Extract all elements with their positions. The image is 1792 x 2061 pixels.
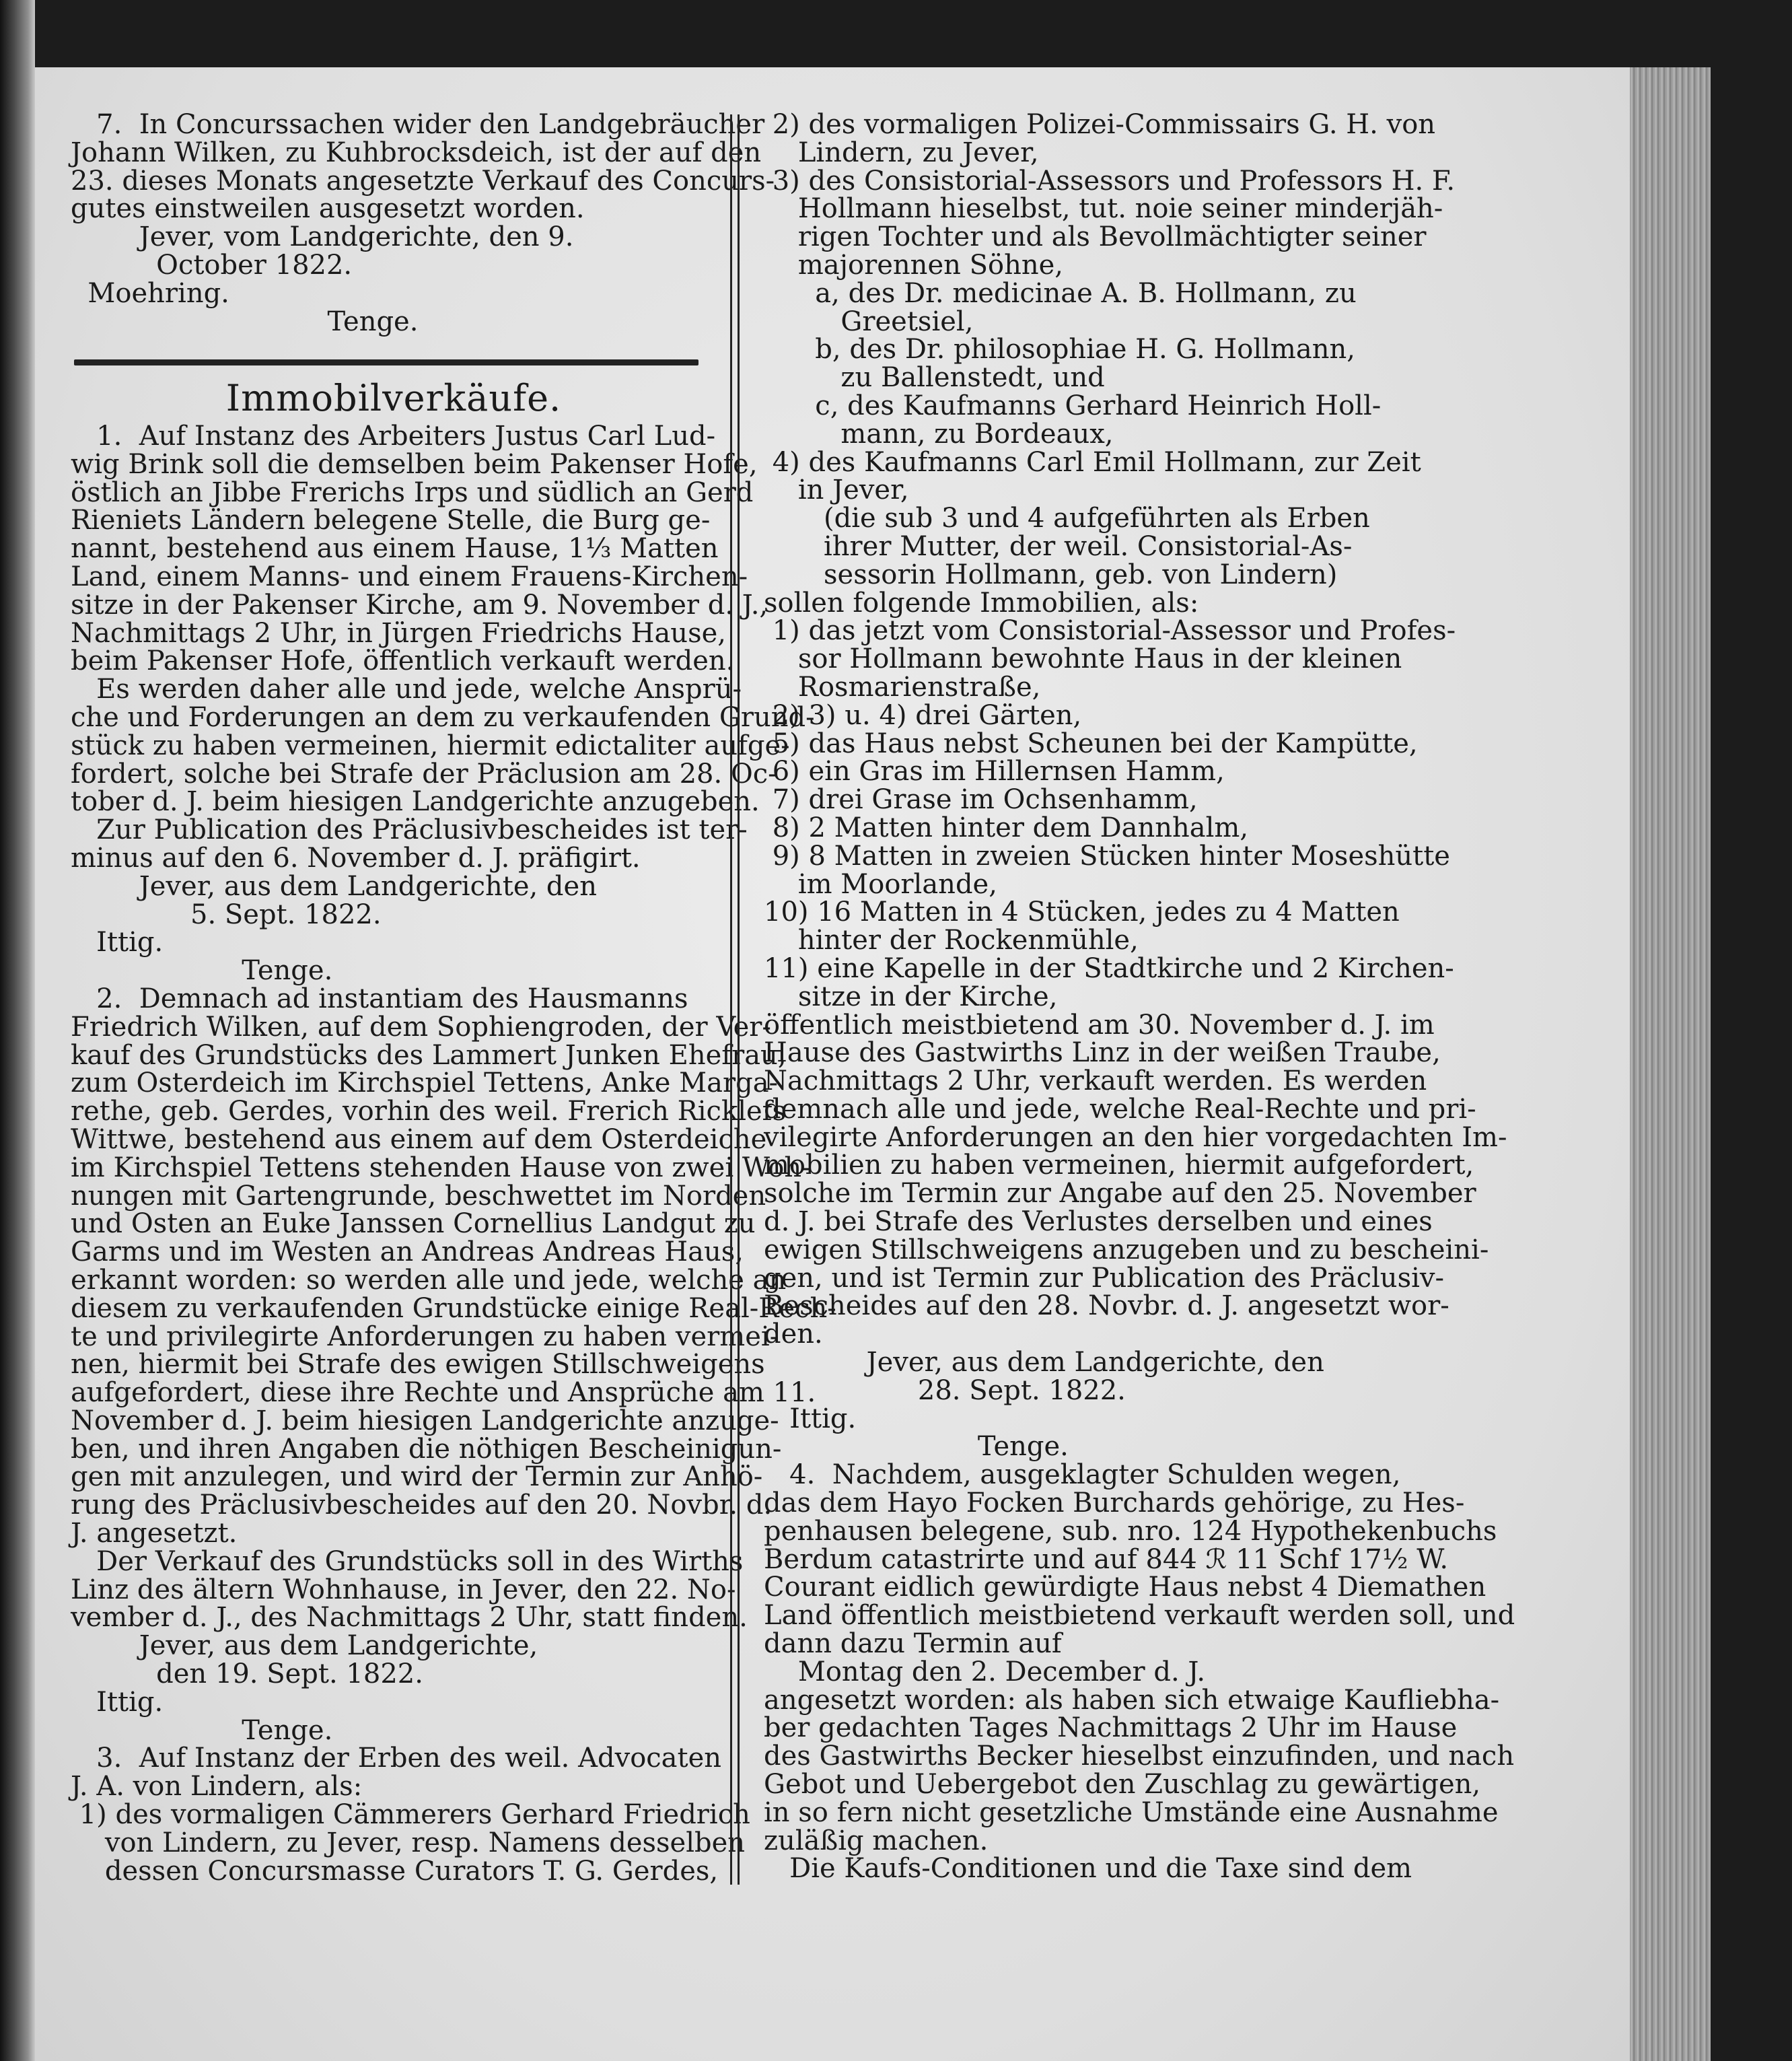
section-heading: Immobilverkäufe. (225, 377, 562, 419)
text-line: 3) des Consistorial-Assessors und Professors H. F. (764, 165, 1456, 197)
text-line: te und privilegirte Anforderungen zu haben vermei- (71, 1321, 779, 1352)
text-line: Courant eidlich gewürdigte Haus nebst 4 Diemathen (764, 1572, 1486, 1603)
text-line: gutes einstweilen ausgesetzt worden. (71, 193, 585, 225)
text-line: Johann Wilken, zu Kuhbrocksdeich, ist der auf den (71, 137, 762, 168)
text-line: sitze in der Pakenser Kirche, am 9. November d. J., (71, 589, 768, 621)
text-line: östlich an Jibbe Frerichs Irps und südlich an Gerd (71, 477, 754, 508)
text-line: Berdum catastrirte und auf 844 ℛ 11 Schf 17½ W. (764, 1543, 1449, 1575)
text-line: 4. Nachdem, ausgeklagter Schulden wegen, (764, 1459, 1401, 1491)
text-line: penhausen belegene, sub. nro. 124 Hypothekenbuchs (764, 1515, 1497, 1547)
text-line: in Jever, (764, 475, 909, 506)
text-line: Bescheides auf den 28. Novbr. d. J. angesetzt wor- (764, 1290, 1449, 1322)
text-line: Die Kaufs-Conditionen und die Taxe sind dem (764, 1853, 1412, 1885)
text-line: Montag den 2. December d. J. (764, 1656, 1206, 1687)
text-line: 2) 3) u. 4) drei Gärten, (764, 699, 1082, 731)
text-line: 28. Sept. 1822. (764, 1374, 1126, 1406)
text-line: zu Ballenstedt, und (764, 362, 1105, 394)
text-line: Ittig. (71, 927, 164, 958)
text-line: sessorin Hollmann, geb. von Lindern) (764, 559, 1338, 590)
text-line: Tenge. (71, 306, 419, 337)
text-line: vilegirte Anforderungen an den hier vorgedachten Im- (764, 1121, 1507, 1153)
text-line: Linz des ältern Wohnhause, in Jever, den 22. No- (71, 1574, 736, 1605)
text-line: 4) des Kaufmanns Carl Emil Hollmann, zur Zeit (764, 446, 1421, 478)
text-line: mann, zu Bordeaux, (764, 418, 1114, 450)
text-line: Gebot und Uebergebot den Zuschlag zu gewärtigen, (764, 1769, 1481, 1801)
left-column-bottom (71, 421, 836, 1887)
column-divider (730, 114, 740, 1885)
page-stack-edge (1630, 67, 1711, 2061)
text-line: zum Osterdeich im Kirchspiel Tettens, Anke Marga- (71, 1068, 779, 1099)
text-line: ihrer Mutter, der weil. Consistorial-As- (764, 530, 1353, 562)
text-line: 8) 2 Matten hinter dem Dannhalm, (764, 812, 1249, 843)
text-line: Jever, aus dem Landgerichte, (71, 1630, 538, 1662)
text-line: Es werden daher alle und jede, welche Ansprü- (71, 674, 742, 705)
text-line: den. (764, 1319, 823, 1350)
text-line: 23. dieses Monats angesetzte Verkauf des Concurs- (71, 165, 775, 197)
text-line: Hollmann hieselbst, tut. noie seiner minderjäh- (764, 193, 1443, 225)
text-line: Zur Publication des Präclusivbescheides ist ter- (71, 814, 748, 846)
text-line: rethe, geb. Gerdes, vorhin des weil. Frerich Ricklefs (71, 1096, 786, 1127)
text-line: dann dazu Termin auf (764, 1628, 1062, 1660)
text-line: 5. Sept. 1822. (71, 899, 382, 930)
text-line: a, des Dr. medicinae A. B. Hollmann, zu (764, 277, 1357, 309)
text-line: gen, und ist Termin zur Publication des Präclusiv- (764, 1262, 1444, 1294)
text-line: dessen Concursmasse Curators T. G. Gerdes, (71, 1855, 719, 1887)
text-line: im Moorlande, (764, 868, 997, 900)
text-line: Wittwe, bestehend aus einem auf dem Osterdeiche (71, 1123, 767, 1155)
section-rule (74, 359, 698, 365)
text-line: 1. Auf Instanz des Arbeiters Justus Carl Lud- (71, 421, 716, 452)
text-line: angesetzt worden: als haben sich etwaige Kaufliebha- (764, 1684, 1500, 1716)
text-line: (die sub 3 und 4 aufgeführten als Erben (764, 503, 1370, 534)
text-line: Friedrich Wilken, auf dem Sophiengroden, der Ver- (71, 1011, 771, 1043)
text-line: fordert, solche bei Strafe der Präclusion am 28. Oc- (71, 758, 777, 790)
text-line: das dem Hayo Focken Burchards gehörige, zu Hes- (764, 1488, 1465, 1519)
text-line: und Osten an Euke Janssen Cornellius Landgut zu (71, 1208, 756, 1240)
text-line: d. J. bei Strafe des Verlustes derselben und eines (764, 1206, 1433, 1238)
text-line: Tenge. (71, 955, 333, 987)
text-line: 7) drei Grase im Ochsenhamm, (764, 784, 1198, 816)
text-line: Der Verkauf des Grundstücks soll in des Wirths (71, 1545, 744, 1577)
text-line: Greetsiel, (764, 306, 974, 337)
text-line: 2) des vormaligen Polizei-Commissairs G. H. von (764, 109, 1436, 140)
text-line: b, des Dr. philosophiae H. G. Hollmann, (764, 334, 1355, 365)
text-line: 10) 16 Matten in 4 Stücken, jedes zu 4 Matten (764, 897, 1400, 928)
text-line: 7. In Concurssachen wider den Landgebräucher (71, 109, 765, 140)
text-line: diesem zu verkaufenden Grundstücke einige Real-Rech- (71, 1292, 836, 1324)
left-column-top (71, 109, 775, 337)
text-line: Land, einem Manns- und einem Frauens-Kirchen- (71, 561, 748, 592)
text-line: aufgefordert, diese ihre Rechte und Ansprüche am 11. (71, 1377, 816, 1409)
text-line: J. angesetzt. (71, 1518, 238, 1549)
text-line: November d. J. beim hiesigen Landgerichte anzuge- (71, 1405, 779, 1436)
text-line: Ittig. (71, 1686, 164, 1718)
text-line: in so fern nicht gesetzliche Umstände eine Ausnahme (764, 1796, 1499, 1828)
text-line: Jever, aus dem Landgerichte, den (764, 1347, 1324, 1378)
text-line: Jever, aus dem Landgerichte, den (71, 870, 597, 902)
text-line: October 1822. (71, 249, 353, 281)
text-line: im Kirchspiel Tettens stehenden Hause von zwei Woh- (71, 1152, 811, 1183)
text-line: erkannt worden: so werden alle und jede, welche an (71, 1264, 787, 1296)
text-line: tober d. J. beim hiesigen Landgerichte anzugeben. (71, 786, 760, 818)
text-line: wig Brink soll die demselben beim Pakenser Hofe, (71, 448, 758, 480)
text-line: nungen mit Gartengrunde, beschwettet im Norden (71, 1180, 766, 1212)
text-line: gen mit anzulegen, und wird der Termin zur Anhö- (71, 1461, 763, 1493)
text-line: c, des Kaufmanns Gerhard Heinrich Holl- (764, 390, 1382, 421)
text-line: Tenge. (71, 1714, 333, 1746)
right-column (764, 109, 1515, 1885)
text-line: demnach alle und jede, welche Real-Rechte und pri- (764, 1093, 1476, 1125)
text-line: sitze in der Kirche, (764, 981, 1058, 1012)
text-line: Nachmittags 2 Uhr, in Jürgen Friedrichs Hause, (71, 617, 726, 649)
text-line: Lindern, zu Jever, (764, 137, 1039, 168)
text-line: Garms und im Westen an Andreas Andreas Haus, (71, 1236, 744, 1268)
text-line: J. A. von Lindern, als: (71, 1771, 363, 1803)
text-line: Rosmarienstraße, (764, 671, 1041, 703)
text-line: kauf des Grundstücks des Lammert Junken Ehefrau, (71, 1039, 787, 1071)
text-line: che und Forderungen an dem zu verkaufenden Grund- (71, 701, 815, 733)
text-line: öffentlich meistbietend am 30. November d. J. im (764, 1009, 1435, 1041)
text-line: 1) das jetzt vom Consistorial-Assessor und Profes- (764, 615, 1456, 647)
text-line: ewigen Stillschweigens anzugeben und zu bescheini- (764, 1234, 1489, 1265)
text-line: beim Pakenser Hofe, öffentlich verkauft werden. (71, 645, 735, 677)
text-line: stück zu haben vermeinen, hiermit edictaliter aufge- (71, 730, 790, 761)
text-line: den 19. Sept. 1822. (71, 1658, 423, 1690)
text-line: Jever, vom Landgerichte, den 9. (71, 221, 574, 253)
text-line: Land öffentlich meistbietend verkauft werden soll, und (764, 1600, 1515, 1632)
text-line: des Gastwirths Becker hieselbst einzufinden, und nach (764, 1741, 1515, 1772)
text-line: hinter der Rockenmühle, (764, 925, 1139, 956)
text-line: ben, und ihren Angaben die nöthigen Bescheinigun- (71, 1433, 782, 1465)
text-line: 1) des vormaligen Cämmerers Gerhard Friedrich (71, 1799, 750, 1831)
text-line: minus auf den 6. November d. J. präfigirt. (71, 842, 641, 874)
text-line: majorennen Söhne, (764, 249, 1063, 281)
text-line: mobilien zu haben vermeinen, hiermit aufgefordert, (764, 1150, 1474, 1181)
text-line: 2. Demnach ad instantiam des Hausmanns (71, 983, 688, 1014)
text-line: Ittig. (764, 1403, 857, 1434)
text-line: Moehring. (71, 277, 229, 309)
text-line: Rieniets Ländern belegene Stelle, die Burg ge- (71, 505, 711, 536)
text-line: 3. Auf Instanz der Erben des weil. Advocaten (71, 1743, 722, 1774)
text-line: nannt, bestehend aus einem Hause, 1⅓ Matten (71, 533, 719, 565)
text-line: Nachmittags 2 Uhr, verkauft werden. Es werden (764, 1066, 1427, 1097)
text-line: Hause des Gastwirths Linz in der weißen Traube, (764, 1037, 1441, 1069)
text-line: solche im Termin zur Angabe auf den 25. November (764, 1178, 1476, 1210)
text-line: sor Hollmann bewohnte Haus in der kleinen (764, 643, 1402, 675)
text-line: Tenge. (764, 1431, 1069, 1463)
text-line: 5) das Haus nebst Scheunen bei der Kampütte, (764, 728, 1418, 759)
text-line: 9) 8 Matten in zweien Stücken hinter Moseshütte (764, 840, 1450, 872)
text-line: 6) ein Gras im Hillernsen Hamm, (764, 756, 1225, 788)
text-line: zuläßig machen. (764, 1825, 989, 1856)
text-line: rigen Tochter und als Bevollmächtigter seiner (764, 221, 1427, 253)
text-line: 11) eine Kapelle in der Stadtkirche und 2 Kirchen- (764, 952, 1454, 984)
text-line: rung des Präclusivbescheides auf den 20. Novbr. d. (71, 1490, 773, 1521)
text-line: nen, hiermit bei Strafe des ewigen Stillschweigens (71, 1349, 765, 1381)
text-line: ber gedachten Tages Nachmittags 2 Uhr im Hause (764, 1712, 1458, 1744)
text-line: vember d. J., des Nachmittags 2 Uhr, statt finden. (71, 1602, 748, 1634)
text-line: von Lindern, zu Jever, resp. Namens desselben (71, 1827, 746, 1858)
text-line: sollen folgende Immobilien, als: (764, 587, 1199, 619)
binding-edge (0, 0, 35, 2061)
